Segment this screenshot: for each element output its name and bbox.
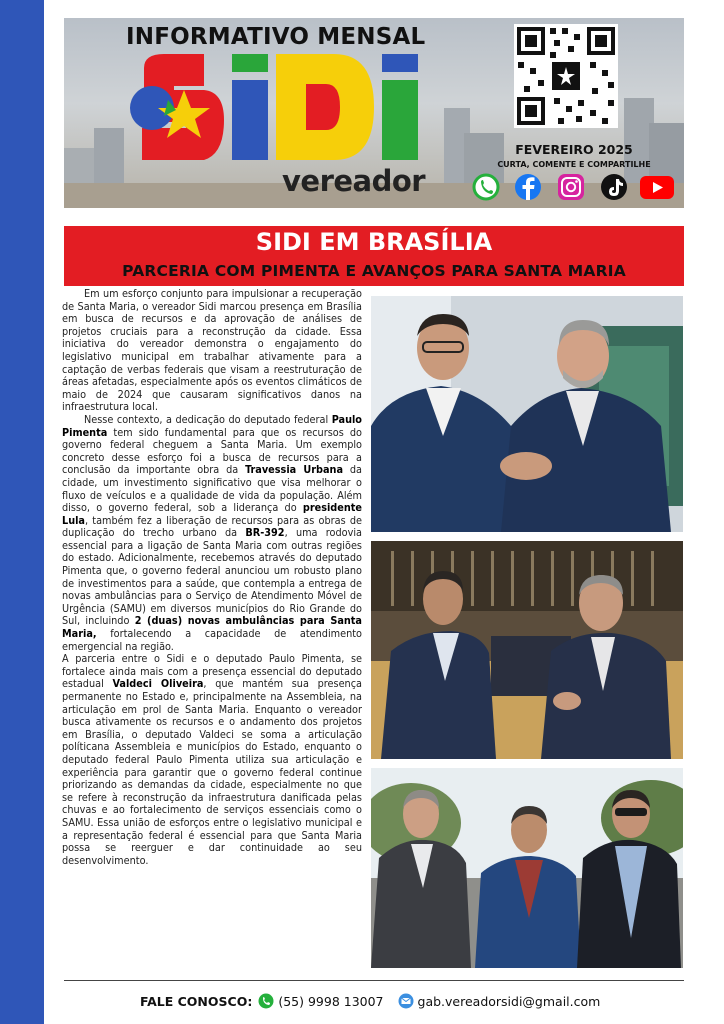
issue-date: FEVEREIRO 2025	[515, 142, 633, 157]
headline-title: SIDI EM BRASÍLIA	[255, 228, 493, 256]
footer-divider	[64, 980, 684, 981]
instagram-icon[interactable]	[558, 174, 584, 200]
facebook-icon[interactable]	[515, 174, 541, 200]
contact-footer	[140, 990, 600, 1012]
article-paragraph-1: Em um esforço conjunto para impulsionar a recuperação de Santa Maria, o vereador Sidi marcou presença em Brasília em busca de recursos e da aprovação de análises de projetos cruciais para a reconstrução da cidade. Essa iniciativa do vereador demonstra o engajamento do legislativo municipal em trabalhar ativamente para a captação de verbas federais que visam a reestruturação de áreas afetadas, especialmente após os eventos climáticos de maio de 2024 que causaram significativos danos na infraestrutura local.	[62, 288, 362, 414]
vereador-subtitle: vereador	[282, 164, 426, 198]
left-color-bar	[0, 0, 44, 1024]
photo-outdoor-group	[371, 768, 683, 968]
whatsapp-icon[interactable]	[474, 175, 498, 199]
contact-phone[interactable]: (55) 9998 13007	[278, 993, 384, 1009]
headline-banner	[64, 226, 684, 286]
article-paragraph-2: Nesse contexto, a dedicação do deputado federal Paulo Pimenta tem sido fundamental para que os recursos do governo federal cheguem a Santa Maria. Um exemplo concreto desse esforço foi a busca de recursos para a conclusão da importante obra da Travessia Urbana da cidade, um investimento significativo que visa melhorar o fluxo de veículos e a qualidade de vida da população. Além disso, o governo federal, sob a liderança do presidente Lula, também fez a liberação de recursos para as obras de duplicação do trecho urbano da BR-392, uma rodovia essencial para a ligação de Santa Maria com outras regiões do estado. Adicionalmente, recebemos através do deputado Pimenta que, o governo federal anunciou um robusto plano de investimentos para a saúde, que contempla a entrega de novas ambulâncias para o Serviço de Atendimento Móvel de Urgência (SAMU) em diversos municípios do Rio Grande do Sul, incluindo 2 (duas) novas ambulâncias para Santa Maria, fortalecendo a capacidade de atendimento emergencial na região.	[62, 412, 362, 653]
newsletter-title: INFORMATIVO MENSAL	[126, 24, 426, 50]
article-paragraph-3: A parceria entre o Sidi e o deputado Paulo Pimenta, se fortalece ainda mais com a presença essencial do deputado estadual Valdeci Oliveira, que mantém sua presença permanente no Estado e, principalmente na Assembleia, na articulação em prol de Santa Maria. Enquanto o vereador busca ativamente os recursos e o andamento dos projetos em Brasília, o deputado Valdeci se soma a articulação políticana Assembleia e municípios do Estado, enquanto o deputado federal Paulo Pimenta utiliza sua articulação e experiência para garantir que o governo federal continue priorizando as demandas da cidade, especialmente no que se refere à reconstrução da infraestrutura danificada pelas chuvas e ao fortalecimento de serviços essenciais como o SAMU. Essa união de esforços entre o legislativo municipal e a representação federal é essencial para que Santa Maria possa se reerguer e dar continuidade ao seu desenvolvimento.	[62, 652, 362, 867]
article-body	[62, 288, 362, 964]
whatsapp-icon	[258, 993, 274, 1009]
sidi-logo	[124, 50, 454, 172]
contact-label: FALE CONOSCO:	[140, 993, 253, 1009]
logo-text: SiDi	[124, 50, 126, 51]
photo-chamber	[371, 541, 683, 759]
tiktok-icon[interactable]	[601, 174, 627, 200]
share-tagline: CURTA, COMENTE E COMPARTILHE	[497, 160, 651, 169]
email-icon	[398, 993, 414, 1009]
qr-code[interactable]	[514, 24, 618, 128]
headline-subtitle: PARCERIA COM PIMENTA E AVANÇOS PARA SANTA MARIA	[122, 262, 626, 280]
contact-email[interactable]: gab.vereadorsidi@gmail.com	[417, 993, 601, 1009]
newsletter-header	[64, 18, 684, 208]
social-icons	[472, 172, 682, 202]
youtube-icon[interactable]	[640, 176, 674, 199]
photo-handshake	[371, 296, 683, 532]
